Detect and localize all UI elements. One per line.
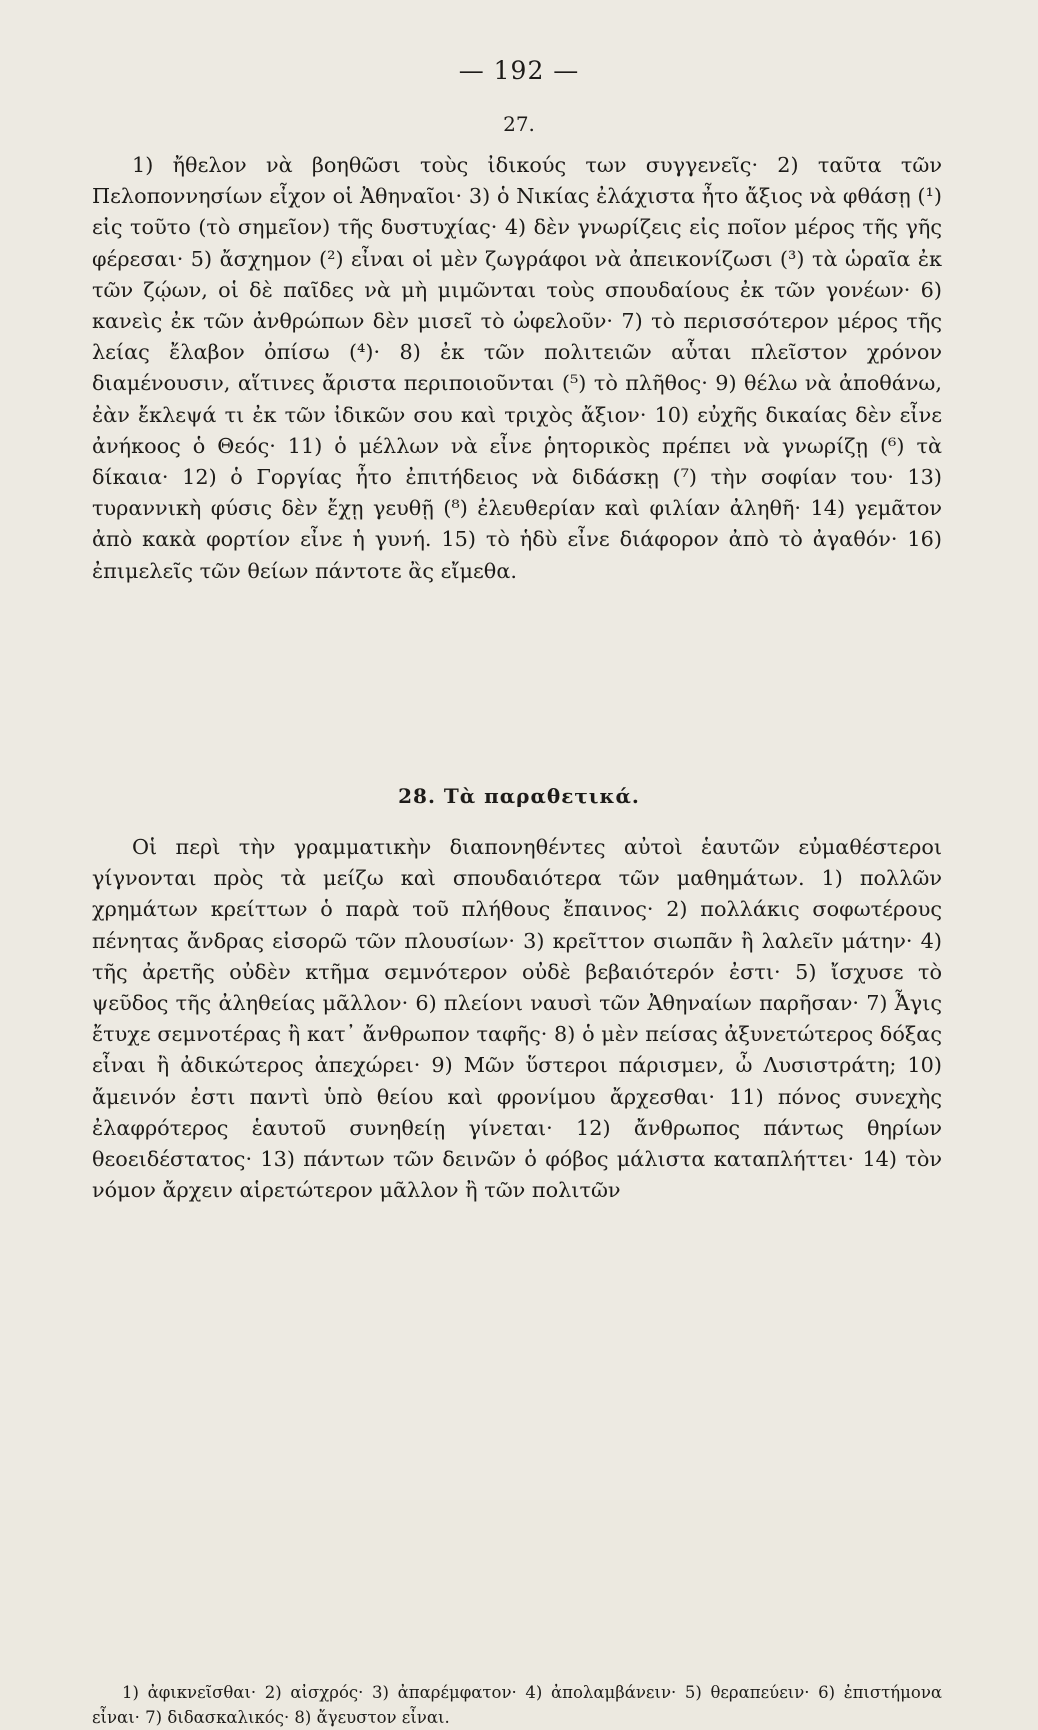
page-number: — 192 — <box>458 56 580 85</box>
section-27-exercise-text: 1) ἤθελον νὰ βοηθῶσι τοὺς ἰδικούς των συγγενεῖς· 2) ταῦτα τῶν Πελοποννησίων εἶχον οἱ Ἀθηναῖοι· 3) ὁ Νικίας ἐλάχιστα ἦτο ἄξιος νὰ φθάσῃ (¹) εἰς τοῦτο (τὸ σημεῖον) τῆς δυστυχίας· 4) δὲν γνωρίζεις εἰς ποῖον μέρος τῆς γῆς φέρεσαι· 5) ἄσχημον (²) εἶναι οἱ μὲν ζωγράφοι νὰ ἀπεικονίζωσι (³) τὰ ὡραῖα ἐκ τῶν ζῴων, οἱ δὲ παῖδες νὰ μὴ μιμῶνται τοὺς σπουδαίους ἐκ τῶν γονέων· 6) κανεὶς ἐκ τῶν ἀνθρώπων δὲν μισεῖ τὸ ὠφελοῦν· 7) τὸ περισσότερον μέρος τῆς λείας ἔλαβον ὀπίσω (⁴)· 8) ἐκ τῶν πολιτειῶν αὗται πλεῖστον χρόνον διαμένουσιν, αἵτινες ἄριστα περιποιοῦνται (⁵) τὸ πλῆθος· 9) θέλω νὰ ἀποθάνω, ἐὰν ἔκλεψά τι ἐκ τῶν ἰδικῶν σου καὶ τριχὸς ἄξιον· 10) εὐχῆς δικαίας δὲν εἶνε ἀνήκοος ὁ Θεός· 11) ὁ μέλλων νὰ εἶνε ῥητορικὸς πρέπει νὰ γνωρίζῃ (⁶) τὰ δίκαια· 12) ὁ Γοργίας ἦτο ἐπιτήδειος νὰ διδάσκῃ (⁷) τὴν σοφίαν του· 13) τυραννικὴ φύσις δὲν ἔχῃ γευθῇ (⁸) ἐλευθερίαν καὶ φιλίαν ἀληθῆ· 14) γεμᾶτον ἀπὸ κακὰ φορτίον εἶνε ἡ γυνή. 15) τὸ ἡδὺ εἶνε διάφορον ἀπὸ τὸ ἀγαθόν· 16) ἐπιμελεῖς τῶν θείων πάντοτε ἂς εἴμεθα. <box>92 153 942 583</box>
section-28-exercise-text: Οἱ περὶ τὴν γραμματικὴν διαπονηθέντες αὐτοὶ ἑαυτῶν εὐμαθέστεροι γίγνονται πρὸς τὰ μείζω καὶ σπουδαιότερα τῶν μαθημάτων. 1) πολλῶν χρημάτων κρείττων ὁ παρὰ τοῦ πλήθους ἔπαινος· 2) πολλάκις σοφωτέρους πένητας ἄνδρας εἰσορῶ τῶν πλουσίων· 3) κρεῖττον σιωπᾶν ἢ λαλεῖν μάτην· 4) τῆς ἀρετῆς οὐδὲν κτῆμα σεμνότερον οὐδὲ βεβαιότερόν ἐστι· 5) ἴσχυσε τὸ ψεῦδος τῆς ἀληθείας μᾶλλον· 6) πλείονι ναυσὶ τῶν Ἀθηναίων παρῆσαν· 7) Ἆγις ἔτυχε σεμνοτέρας ἢ κατ᾽ ἄνθρωπον ταφῆς· 8) ὁ μὲν πείσας ἀξυνετώτερος δόξας εἶναι ἢ ἀδικώτερος ἀπεχώρει· 9) Μῶν ὕστεροι πάρισμεν, ὦ Λυσιστράτη; 10) ἄμεινόν ἐστι παντὶ ὑπὸ θείου καὶ φρονίμου ἄρχεσθαι· 11) πόνος συνεχὴς ἐλαφρότερος ἑαυτοῦ συνηθείῃ γίνεται· 12) ἄνθρωπος πάντως θηρίων θεοειδέστατος· 13) πάντων τῶν δεινῶν ὁ φόβος μάλιστα καταπλήττει· 14) τὸν νόμον ἄρχειν αἱρετώτερον μᾶλλον ἢ τῶν πολιτῶν <box>92 835 942 1203</box>
footnotes: 1) ἀφικνεῖσθαι· 2) αἰσχρός· 3) ἀπαρέμφατον· 4) ἀπολαμβάνειν· 5) θεραπεύειν· 6) ἐπιστήμονα εἶναι· 7) διδασκαλικός· 8) ἄγευστον εἶναι. <box>92 1683 942 1727</box>
section-28-heading: 28. Τὰ παραθετικά. <box>398 784 640 808</box>
section-27-heading: 27. <box>503 112 535 136</box>
